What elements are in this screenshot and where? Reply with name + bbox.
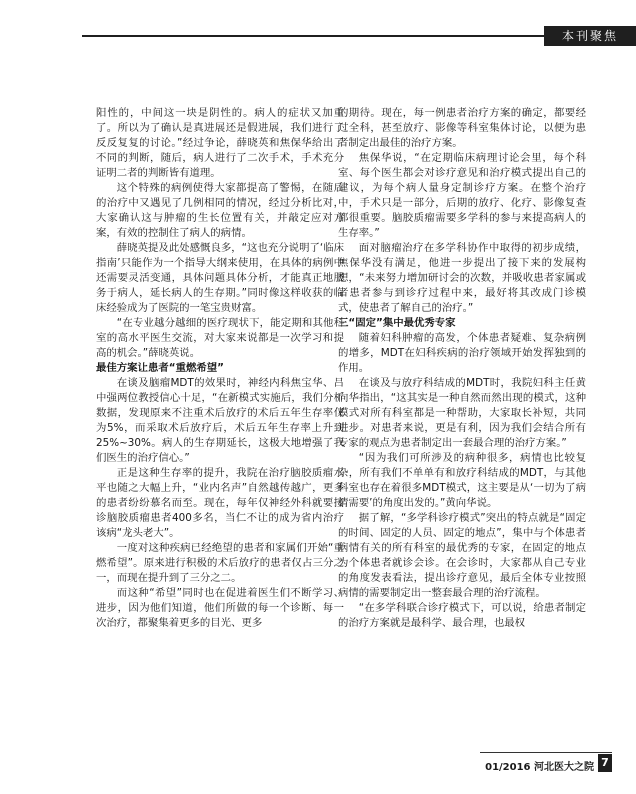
paragraph: 据了解，“多学科诊疗模式”突出的特点就是“固定的时间、固定的人员、固定的地点”，集中与个体患者病情有关的所有科室的最优秀的专家，在固定的地点为个体患者就诊会诊。在会诊时，大家都从自己专业的角度发表看法，提出诊疗意见，最后全体专业按照病情的需要制定出一整套最合理的治疗流程。 [338,512,586,599]
section-tag: 本刊聚焦 [544,26,636,46]
right-column [338,106,586,631]
paragraph: “在多学科联合诊疗模式下，可以说，给患者制定的治疗方案就是最科学、最合理，也最权 [338,602,586,629]
footer-rule [480,752,612,753]
page-number: 7 [598,754,612,772]
paragraph: 薛晓英提及此处感慨良多，“这也充分说明了‘临床指南’只能作为一个指导大纲来使用，在具体的病例中还需要灵活变通，具体问题具体分析，才能真正地服务于病人，延长病人的生存期。”同时像这样收获的临床经验成为了医院的一笔宝贵财富。 [96,242,344,314]
paragraph: 在谈及脑瘤MDT的效果时，神经内科焦宝华、吕中强两位教授信心十足，“在新模式实施后，我们分析数据，发现原来不注重术后放疗的术后五年生存率仅为5%，而采取术后放疗后，术后五年生存率上升到25%~30%。病人的生存期延长，这极大地增强了我们医生的治疗信心。” [96,377,344,464]
issue-label: 01/2016 河北医大之院 [485,762,594,773]
paragraph: 一度对这种疾病已经绝望的患者和家属们开始“重燃希望”。原来进行积极的术后放疗的患者仅占三分之一，而现在提升到了三分之二。 [96,542,344,584]
section-heading: 最佳方案让患者“重燃希望” [96,362,224,374]
paragraph: 的期待。现在，每一例患者治疗方案的确定，都要经过全科，甚至放疗、影像等科室集体讨论，以便为患者制定出最佳的治疗方案。 [338,107,586,149]
paragraph: 在谈及与放疗科结成的MDT时，我院妇科主任黄向华指出，“这其实是一种自然而然出现的模式，这种模式对所有科室都是一种帮助，大家取长补短，共同进步。对患者来说，更是有利，因为我们会结合所有专家的观点为患者制定出一套最合理的治疗方案。” [338,377,586,449]
paragraph: 正是这种生存率的提升，我院在治疗脑胶质瘤水平也随之大幅上升，“业内名声”自然越传越广，更多的患者纷纷慕名而至。现在，每年仅神经外科就要接诊脑胶质瘤患者400多名，当仁不让的成为省内治疗该病“龙头老大”。 [96,467,344,539]
paragraph: 随着妇科肿瘤的高发，个体患者疑难、复杂病例的增多，MDT在妇科疾病的治疗领域开始发挥独到的作用。 [338,332,586,374]
paragraph: 这个特殊的病例使得大家都提高了警惕，在随后的治疗中又遇见了几例相同的情况，经过分析比对，大家确认这与肿瘤的生长位置有关，并敲定应对方案，有效的控制住了病人的病情。 [96,182,344,239]
paragraph: “因为我们可所涉及的病种很多，病情也比较复杂，所有我们不单单有和放疗科结成的MDT，与其他科室也存在着很多MDT模式，这主要是从‘一切为了病情需要’的角度出发的。”黄向华说。 [338,452,586,509]
paragraph: 而这种“希望”同时也在促进着医生们不断学习、进步，因为他们知道，他们所做的每一个诊断、每一次治疗，都聚集着更多的目光、更多 [96,587,344,629]
header-rule [82,35,544,37]
paragraph: 面对脑瘤治疗在多学科协作中取得的初步成绩，焦保华没有满足，他进一步提出了接下来的发展构想，“未来努力增加研讨会的次数，并吸收患者家属或者患者参与到诊疗过程中来，最好将其改成门诊模式，使患者了解自己的治疗。” [338,242,586,314]
paragraph: 焦保华说，“在定期临床病理讨论会里，每个科室、每个医生都会对诊疗意见和治疗模式提出自己的建议，为每个病人量身定制诊疗方案。在整个治疗中，手术只是一部分，后期的放疗、化疗、影像复查都很重要。脑胶质瘤需要多学科的参与来提高病人的生存率。” [338,152,586,239]
paragraph: “在专业越分越细的医疗现状下，能定期和其他科室的高水平医生交流，对大家来说都是一次学习和提高的机会。”薛晓英说。 [96,317,344,359]
paragraph: 阳性的，中间这一块是阴性的。病人的症状又加重了。所以为了确认是真进展还是假进展，我们进行了反反复复的讨论。”经过争论，薛晓英和焦保华给出了不同的判断，随后，病人进行了二次手术，手术充分证明二者的判断皆有道理。 [96,107,344,179]
left-column [96,106,344,631]
section-heading: 三“固定”集中最优秀专家 [338,317,456,329]
